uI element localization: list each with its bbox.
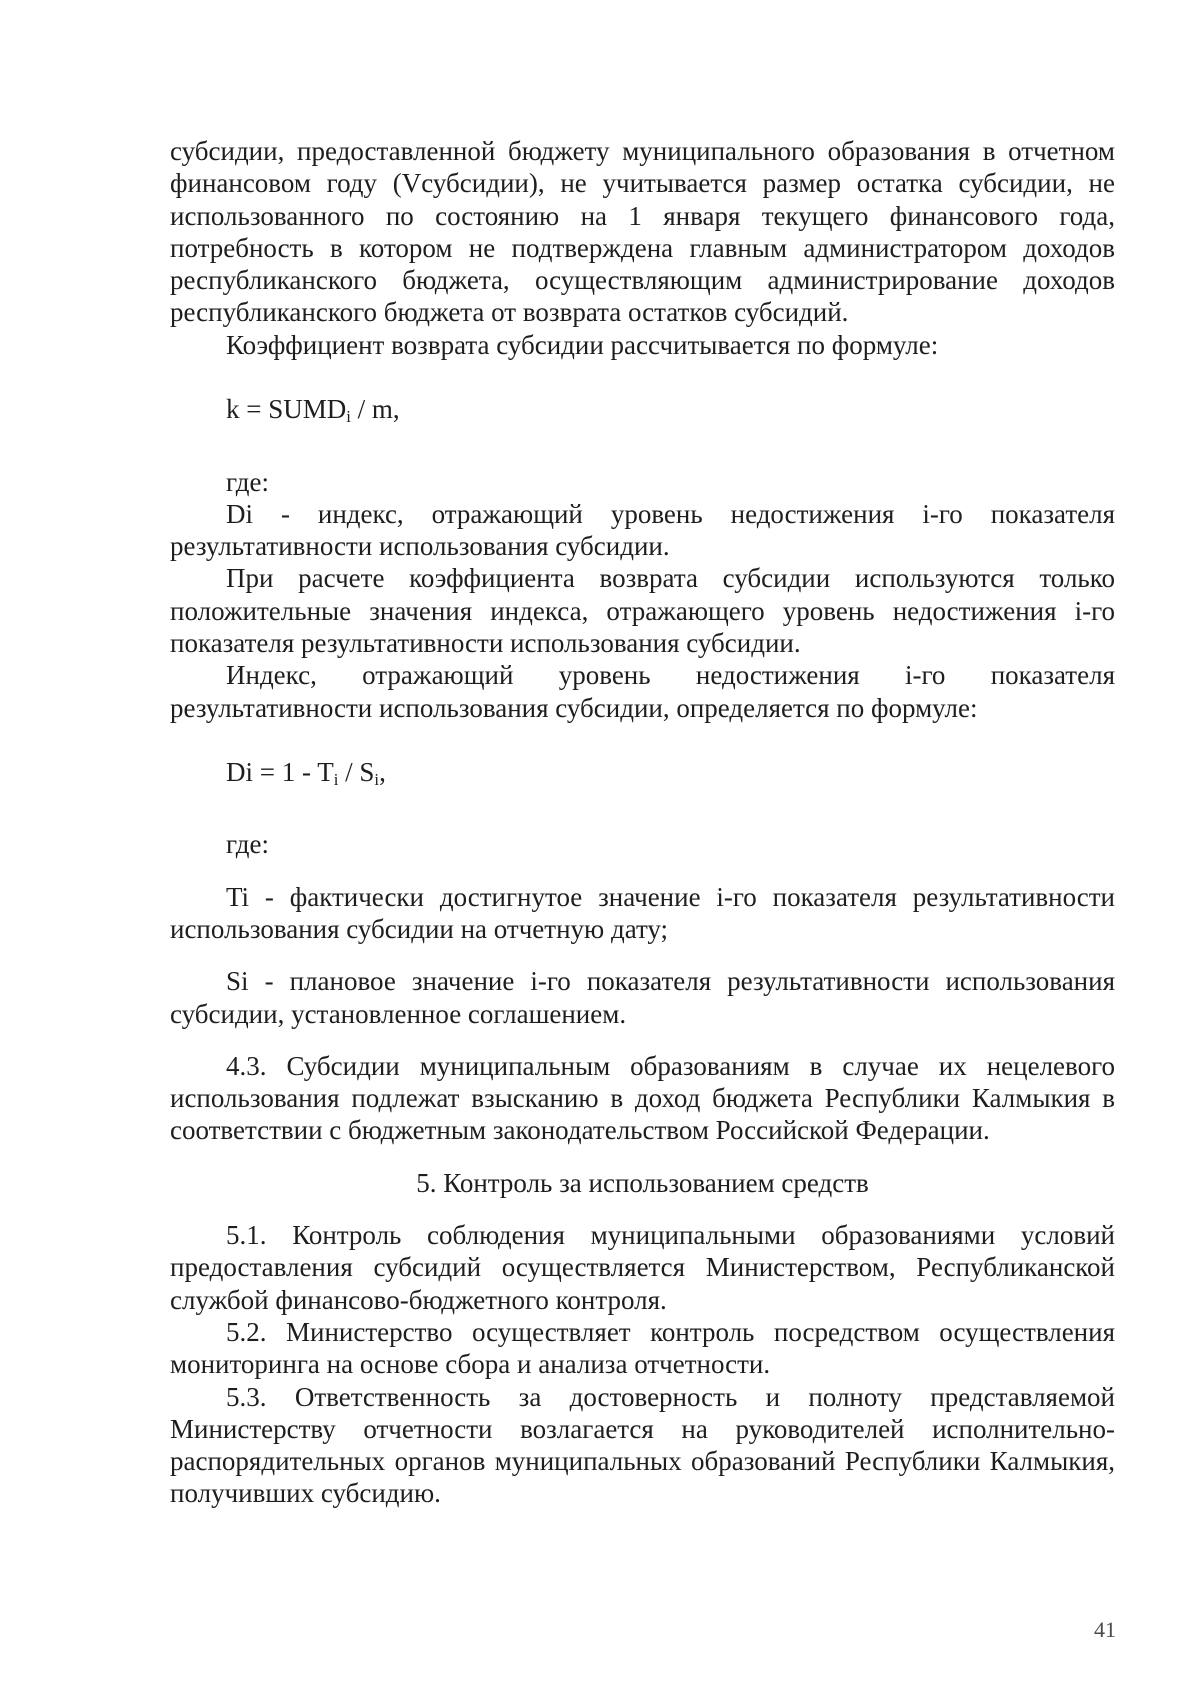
formula-index [170, 756, 1115, 796]
paragraph-si-definition: Si - плановое значение i-го показателя результативности использования субсидии, установленное соглашением. [170, 966, 1115, 1029]
paragraph-subsidy-remainder: субсидии, предоставленной бюджету муниципального образования в отчетном финансовом году (Vсубсидии), не учитывается размер остатка субсидии, не использованного по состоянию на 1 января текущего финансового года, потребность в котором не подтверждена главным администратором доходов республиканского бюджета, осуществляющим администрирование доходов республиканского бюджета от возврата остатков субсидий. [170, 136, 1115, 328]
formula-part: Di = 1 - T [226, 756, 334, 787]
formula-part: k = SUMD [226, 394, 347, 425]
paragraph-4-3: 4.3. Субсидии муниципальным образованиям в случае их нецелевого использования подлежат взысканию в доход бюджета Республики Калмыкия в соответствии с бюджетным законодательством Российской Федерации. [170, 1050, 1115, 1146]
paragraph-5-3: 5.3. Ответственность за достоверность и полноту представляемой Министерству отчетности возлагается на руководителей исполнительно-распорядительных органов муниципальных образований Республики Калмыкия, получивших субсидию. [170, 1381, 1115, 1509]
formula-subscript: i [346, 407, 351, 427]
paragraph-5-1: 5.1. Контроль соблюдения муниципальными образованиями условий предоставления субсидий осуществляется Министерством, Республиканской службой финансово-бюджетного контроля. [170, 1220, 1115, 1315]
section-5-title: 5. Контроль за использованием средств [416, 1167, 869, 1198]
formula-part: / S [338, 756, 375, 787]
formula-subscript: i [374, 770, 380, 790]
formula-subscript: i [333, 770, 339, 790]
paragraph-di-definition: Di - индекс, отражающий уровень недостижения i-го показателя результативности использования субсидии. [170, 498, 1115, 562]
paragraph-ti-definition: Ti - фактически достигнутое значение i-го показателя результативности использования субсидии на отчетную дату; [170, 881, 1115, 944]
where-label: где: [226, 829, 269, 860]
page-number: 41 [1094, 1617, 1116, 1642]
paragraph-coefficient-intro: Коэффициент возврата субсидии рассчитывается по формуле: [226, 329, 939, 360]
paragraph-index-formula-intro: Индекс, отражающий уровень недостижения i-го показателя результативности использования субсидии, определяется по формуле: [170, 660, 1115, 723]
formula-part: / m, [350, 394, 400, 425]
where-label: где: [226, 466, 269, 497]
formula-part: , [379, 756, 386, 787]
paragraph-positive-values: При расчете коэффициента возврата субсидии используются только положительные значения индекса, отражающего уровень недостижения i-го показателя результативности использования субсидии. [170, 563, 1115, 659]
document-page [170, 135, 1115, 1510]
paragraph-5-2: 5.2. Министерство осуществляет контроль посредством осуществления мониторинга на основе сбора и анализа отчетности. [170, 1316, 1115, 1380]
formula-return-coefficient [170, 393, 1115, 433]
